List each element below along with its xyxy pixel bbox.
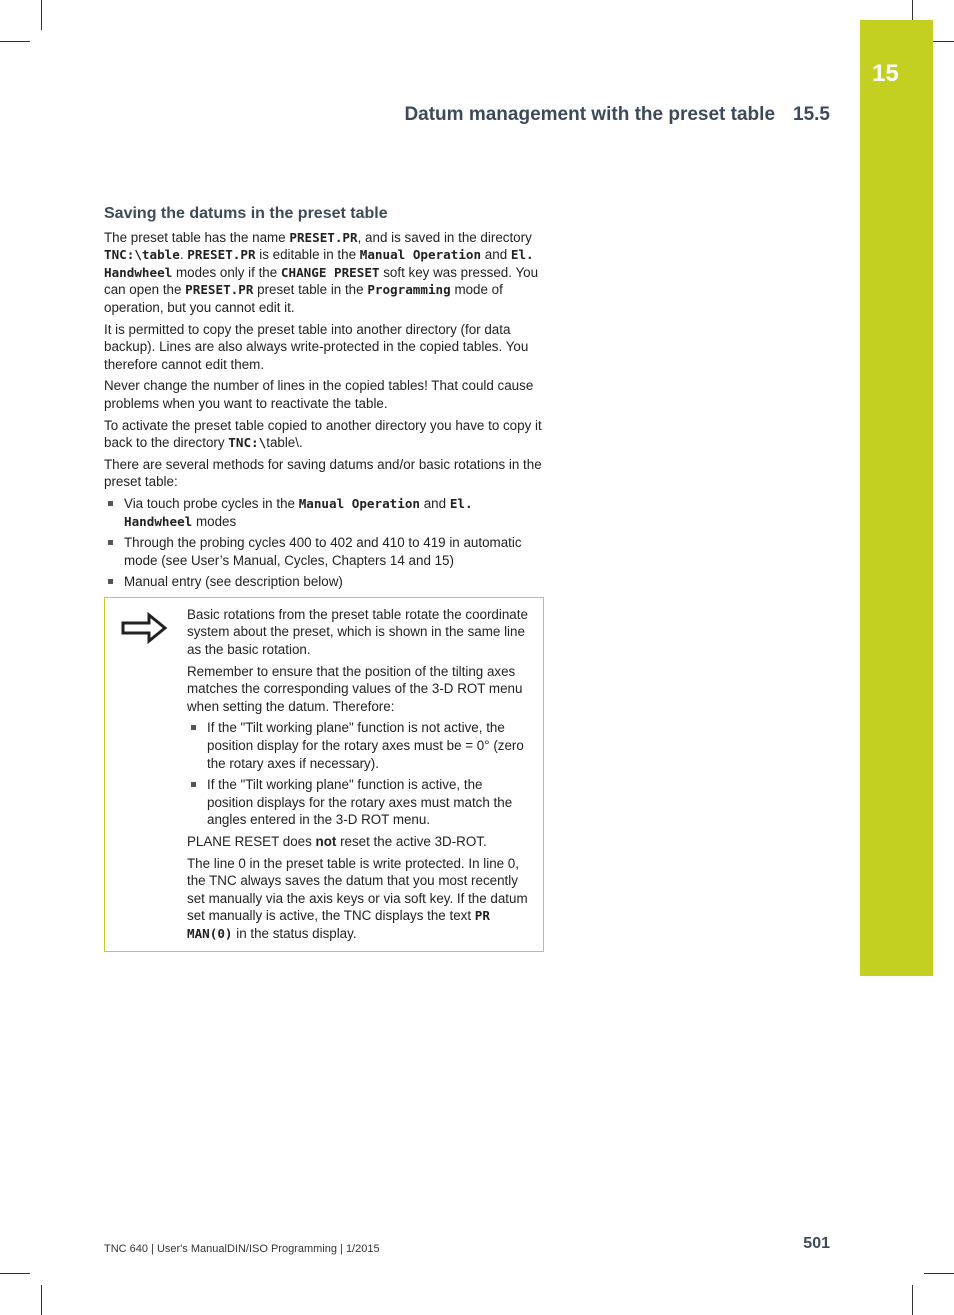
paragraph: It is permitted to copy the preset table into another directory (for data backup). Lines are also always write-protected in the copied tables. You therefore cannot edit them. [104,321,529,372]
header-title: Datum management with the preset table [404,104,776,125]
crop-mark [41,1285,42,1315]
note-paragraph: Basic rotations from the preset table rotate the coordinate system about the preset, which is shown in the same line as the basic rotation. [187,606,528,658]
note-paragraph: PLANE RESET does not reset the active 3D-ROT. [187,834,487,849]
note-paragraph: The line 0 in the preset table is write protected. In line 0, the TNC always saves the datum that you most recently set manually via the axis keys or via soft key. If the datum set manually is active, the TNC displays the text PR MAN(0) in the status display. [187,855,528,941]
list-item: Manual entry (see description below) [104,573,544,591]
note-box [104,597,544,952]
note-bullet-list [187,719,531,829]
header-section: 15.5 [793,104,830,125]
footer-text: TNC 640 | User's ManualDIN/ISO Programming | 1/2015 [104,1243,380,1255]
list-item: Via touch probe cycles in the Manual Operation and El. Handwheel modes [104,495,544,530]
list-item: Through the probing cycles 400 to 402 and 410 to 419 in automatic mode (see User’s Manual, Cycles, Chapters 14 and 15) [104,534,544,569]
paragraph: To activate the preset table copied to another directory you have to copy it back to the directory TNC:\table\. [104,417,542,451]
paragraph: There are several methods for saving datums and/or basic rotations in the preset table: [104,456,542,490]
chapter-tab [860,20,933,976]
paragraph: The preset table has the name PRESET.PR, and is saved in the directory TNC:\table. PRESET.PR is editable in the Manual Operation and El. Handwheel modes only if the CHANGE PRESET soft key was pressed. You can open the PRESET.PR preset table in the Programming mode of operation, but you cannot edit it. [104,229,539,315]
running-header [404,104,830,126]
list-item: If the "Tilt working plane" function is active, the position displays for the rotary axes must match the angles entered in the 3-D ROT menu. [187,776,531,829]
crop-mark [0,41,30,42]
paragraph: Never change the number of lines in the copied tables! That could cause problems when you want to reactivate the table. [104,378,534,411]
crop-mark [41,0,42,30]
main-content [104,205,544,952]
page-number: 501 [803,1235,830,1252]
list-item: If the "Tilt working plane" function is not active, the position display for the rotary axes must be = 0° (zero the rotary axes if necessary). [187,719,531,772]
note-text [187,598,543,951]
note-paragraph: Remember to ensure that the position of the tilting axes matches the corresponding values of the 3-D ROT menu when setting the datum. Therefore: [187,663,523,714]
bullet-list [104,495,544,591]
arrow-right-icon [105,598,187,951]
crop-mark [912,1285,913,1315]
crop-mark [924,1273,954,1274]
crop-mark [0,1273,30,1274]
chapter-number: 15 [872,60,899,87]
section-title: Saving the datums in the preset table [104,205,388,222]
